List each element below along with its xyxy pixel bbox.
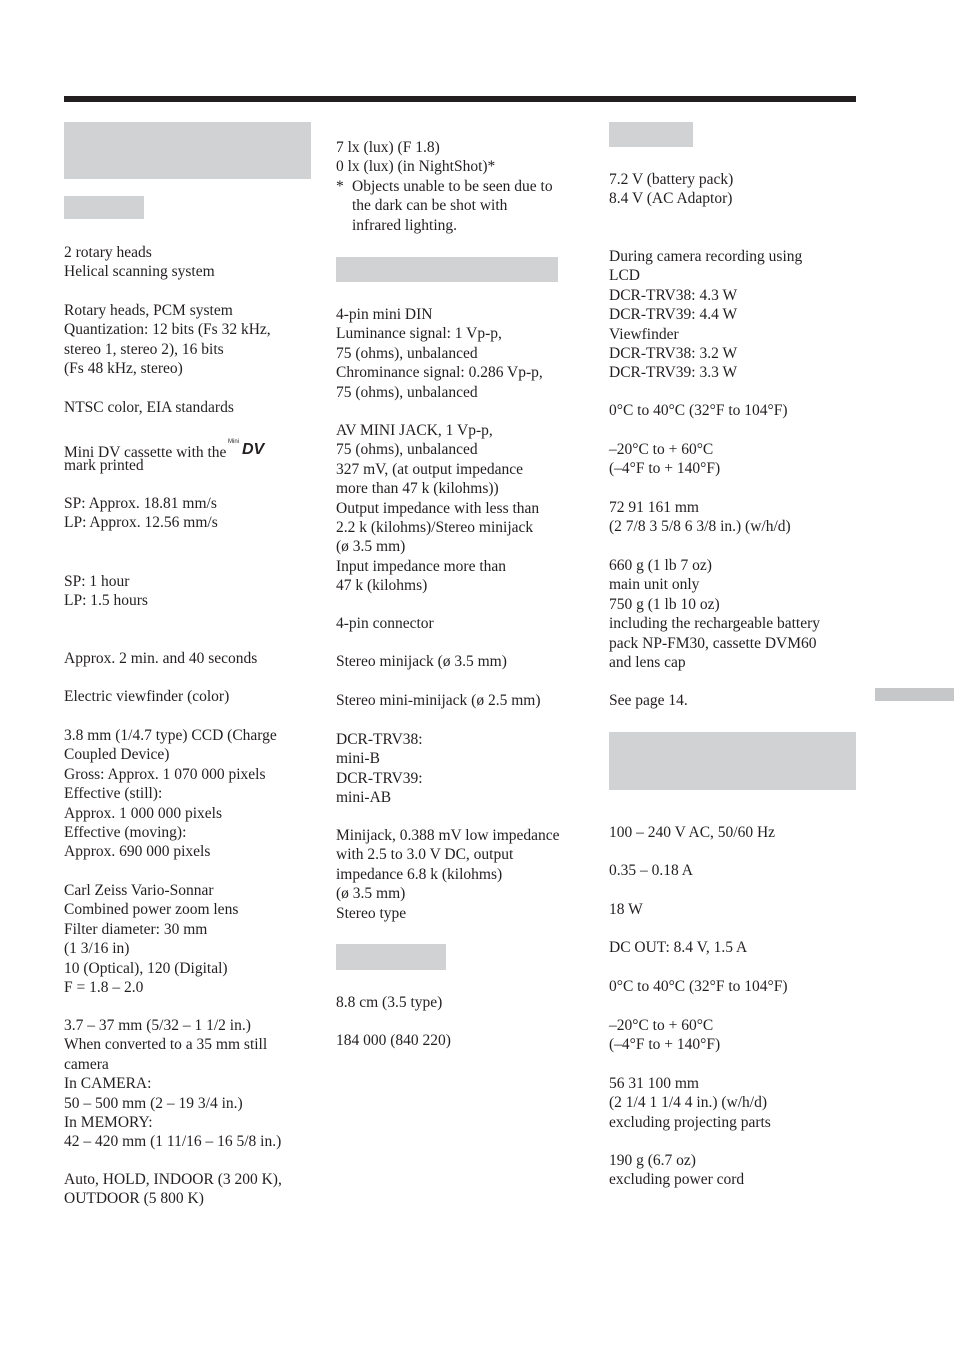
spec-line: Viewfinder [609, 325, 679, 343]
spec-line: 0°C to 40°C (32°F to 104°F) [609, 402, 788, 419]
footnote-line: the dark can be shot with [352, 197, 508, 215]
footnote-text: Objects unable to be seen due to [352, 177, 553, 195]
spec-block [64, 1170, 282, 1209]
spec-line: impedance 6.8 k (kilohms) [336, 865, 503, 883]
spec-line: 0°C to 40°C (32°F to 104°F) [609, 978, 788, 995]
spec-line: Rotary heads, PCM system [64, 302, 233, 319]
spec-block [64, 494, 218, 533]
spec-line: Input impedance more than [336, 557, 507, 575]
spec-line: 2 rotary heads [64, 244, 152, 261]
spec-line: DCR-TRV38: 3.2 W [609, 344, 738, 362]
spec-line: including the rechargeable battery [609, 615, 821, 633]
spec-block [64, 243, 215, 282]
spec-line: Filter diameter: 30 mm [64, 920, 208, 938]
spec-line: mini-AB [336, 789, 392, 807]
spec-line: stereo 1, stereo 2), 16 bits [64, 340, 224, 358]
spec-line: DCR-TRV39: [336, 769, 423, 787]
spec-line: mini-B [336, 750, 380, 768]
spec-line: more than 47 k (kilohms)) [336, 480, 499, 498]
spec-line: During camera recording using [609, 248, 803, 265]
spec-block [609, 1074, 771, 1132]
spec-line: (2 1/4 1 1/4 4 in.) (w/h/d) [609, 1094, 767, 1112]
spec-block [609, 440, 720, 479]
spec-block [64, 398, 234, 417]
footnote-mark: * [336, 177, 344, 195]
spec-block [64, 649, 257, 668]
spec-line: 8.8 cm (3.5 type) [336, 994, 443, 1011]
spec-line: SP: Approx. 18.81 mm/s [64, 495, 217, 512]
spec-line: See page 14. [609, 692, 688, 709]
subsection-heading-box [64, 196, 144, 219]
spec-line: F = 1.8 – 2.0 [64, 978, 144, 996]
spec-block [336, 421, 539, 596]
spec-line: 47 k (kilohms) [336, 577, 428, 595]
spec-line: –20°C to + 60°C [609, 1017, 714, 1034]
spec-line: 327 mV, (at output impedance [336, 460, 523, 478]
spec-block [336, 691, 540, 710]
spec-line: AV MINI JACK, 1 Vp-p, [336, 422, 493, 439]
spec-line: When converted to a 35 mm still [64, 1036, 268, 1054]
spec-block [609, 247, 802, 383]
spec-line: DC OUT: 8.4 V, 1.5 A [609, 939, 748, 956]
spec-line: Stereo minijack (ø 3.5 mm) [336, 653, 507, 670]
subsection-heading-box [336, 257, 558, 282]
spec-block [336, 730, 423, 808]
spec-line: with 2.5 to 3.0 V DC, output [336, 846, 514, 864]
spec-line: In CAMERA: [64, 1075, 152, 1093]
spec-line: DCR-TRV39: 4.4 W [609, 306, 738, 324]
spec-line: 660 g (1 lb 7 oz) [609, 557, 712, 574]
spec-line: Approx. 690 000 pixels [64, 843, 211, 861]
spec-line: 10 (Optical), 120 (Digital) [64, 959, 228, 977]
spec-line [64, 437, 268, 461]
spec-line: DCR-TRV39: 3.3 W [609, 364, 738, 382]
spec-line: (1 3/16 in) [64, 940, 130, 958]
spec-line: excluding power cord [609, 1171, 745, 1189]
spec-block [609, 900, 643, 919]
spec-block [336, 138, 553, 235]
spec-block [336, 614, 434, 633]
spec-line: –20°C to + 60°C [609, 441, 714, 458]
spec-line: 42 – 420 mm (1 11/16 – 16 5/8 in.) [64, 1133, 282, 1151]
spec-block [609, 691, 688, 710]
spec-block [64, 687, 229, 706]
spec-line: 100 – 240 V AC, 50/60 Hz [609, 824, 776, 841]
spec-line: and lens cap [609, 653, 686, 671]
spec-line: main unit only [609, 576, 700, 594]
spec-line: 4-pin mini DIN [336, 306, 433, 323]
spec-line: Chrominance signal: 0.286 Vp-p, [336, 364, 543, 382]
spec-block [609, 556, 820, 672]
spec-line: 72 91 161 mm [609, 499, 699, 516]
spec-line: Stereo type [336, 904, 407, 922]
spec-line: Helical scanning system [64, 263, 215, 281]
spec-line: excluding projecting parts [609, 1113, 771, 1131]
spec-block [609, 498, 791, 537]
spec-line: 50 – 500 mm (2 – 19 3/4 in.) [64, 1094, 243, 1112]
spec-line: 3.7 – 37 mm (5/32 – 1 1/2 in.) [64, 1017, 251, 1034]
footnote-line: infrared lighting. [352, 216, 458, 234]
spec-line: 750 g (1 lb 10 oz) [609, 595, 720, 613]
header-rule [64, 96, 856, 102]
spec-block [609, 401, 788, 420]
spec-line: NTSC color, EIA standards [64, 399, 234, 416]
spec-line: Effective (moving): [64, 823, 187, 841]
spec-block [336, 1031, 451, 1050]
spec-block [64, 881, 238, 997]
spec-line: Electric viewfinder (color) [64, 688, 230, 705]
spec-line: Minijack, 0.388 mV low impedance [336, 827, 560, 844]
spec-line: Carl Zeiss Vario-Sonnar [64, 882, 214, 899]
spec-line: LCD [609, 267, 640, 285]
spec-line: LP: 1.5 hours [64, 592, 148, 610]
spec-line: 2.2 k (kilohms)/Stereo minijack [336, 518, 534, 536]
mini-dv-logo [228, 437, 268, 455]
spec-line: Quantization: 12 bits (Fs 32 kHz, [64, 321, 271, 339]
section-heading-box [64, 122, 311, 179]
spec-line: 18 W [609, 901, 643, 918]
subsection-heading-box [336, 944, 446, 970]
spec-line: Approx. 1 000 000 pixels [64, 804, 223, 822]
spec-line: 75 (ohms), unbalanced [336, 441, 478, 459]
spec-line: Effective (still): [64, 785, 163, 803]
spec-line: (–4°F to + 140°F) [609, 460, 721, 478]
spec-line: 7.2 V (battery pack) [609, 171, 734, 188]
spec-block [609, 170, 733, 209]
spec-line: pack NP-FM30, cassette DVM60 [609, 634, 817, 652]
spec-line: Combined power zoom lens [64, 901, 239, 919]
spec-line: 56 31 100 mm [609, 1075, 699, 1092]
spec-line: (ø 3.5 mm) [336, 538, 406, 556]
spec-line: Coupled Device) [64, 746, 170, 764]
spec-line: 4-pin connector [336, 615, 434, 632]
spec-line: Gross: Approx. 1 070 000 pixels [64, 765, 266, 783]
spec-line: DCR-TRV38: 4.3 W [609, 286, 738, 304]
spec-block [609, 977, 788, 996]
spec-line: 3.8 mm (1/4.7 type) CCD (Charge [64, 727, 277, 744]
spec-line: 7 lx (lux) (F 1.8) [336, 139, 440, 156]
spec-line: Auto, HOLD, INDOOR (3 200 K), [64, 1171, 282, 1188]
spec-line: 0 lx (lux) (in NightShot)* [336, 158, 496, 176]
spec-block [609, 823, 775, 842]
spec-line: mark printed [64, 457, 144, 475]
spec-line: 75 (ohms), unbalanced [336, 383, 478, 401]
spec-line: 8.4 V (AC Adaptor) [609, 190, 733, 208]
spec-block [64, 301, 271, 379]
spec-line: 0.35 – 0.18 A [609, 862, 693, 879]
spec-line: In MEMORY: [64, 1113, 153, 1131]
spec-line: Stereo mini-minijack (ø 2.5 mm) [336, 692, 541, 709]
cassette-text: Mini DV cassette with the [64, 444, 227, 461]
spec-line: SP: 1 hour [64, 573, 130, 590]
mini-dv-logo-small: Mini [228, 439, 240, 445]
spec-line: 190 g (6.7 oz) [609, 1152, 696, 1169]
spec-block [609, 861, 693, 880]
spec-line: (2 7/8 3 5/8 6 3/8 in.) (w/h/d) [609, 518, 791, 536]
spec-line: (Fs 48 kHz, stereo) [64, 360, 183, 378]
spec-block [609, 1016, 720, 1055]
spec-line: (ø 3.5 mm) [336, 885, 406, 903]
spec-line: LP: Approx. 12.56 mm/s [64, 514, 218, 532]
spec-block [336, 826, 560, 923]
section-heading-box [609, 732, 856, 790]
spec-block [336, 652, 507, 671]
side-tab [875, 688, 954, 701]
subsection-heading-box [609, 122, 693, 147]
spec-block [336, 305, 543, 402]
spec-line: Output impedance with less than [336, 499, 540, 517]
spec-line: Approx. 2 min. and 40 seconds [64, 650, 258, 667]
spec-block [336, 993, 442, 1012]
spec-line: camera [64, 1055, 109, 1073]
spec-line: DCR-TRV38: [336, 731, 423, 748]
spec-block [64, 437, 268, 476]
spec-line: 184 000 (840 220) [336, 1032, 451, 1049]
spec-block [64, 1016, 281, 1152]
spec-line: OUTDOOR (5 800 K) [64, 1190, 204, 1208]
spec-line: (–4°F to + 140°F) [609, 1036, 721, 1054]
spec-line: 75 (ohms), unbalanced [336, 344, 478, 362]
mini-dv-logo-big: DV [242, 441, 265, 455]
spec-block [609, 938, 747, 957]
spec-block [64, 726, 277, 862]
spec-line: Luminance signal: 1 Vp-p, [336, 325, 502, 343]
spec-block [609, 1151, 744, 1190]
spec-block [64, 572, 148, 611]
footnote-line [336, 177, 553, 196]
